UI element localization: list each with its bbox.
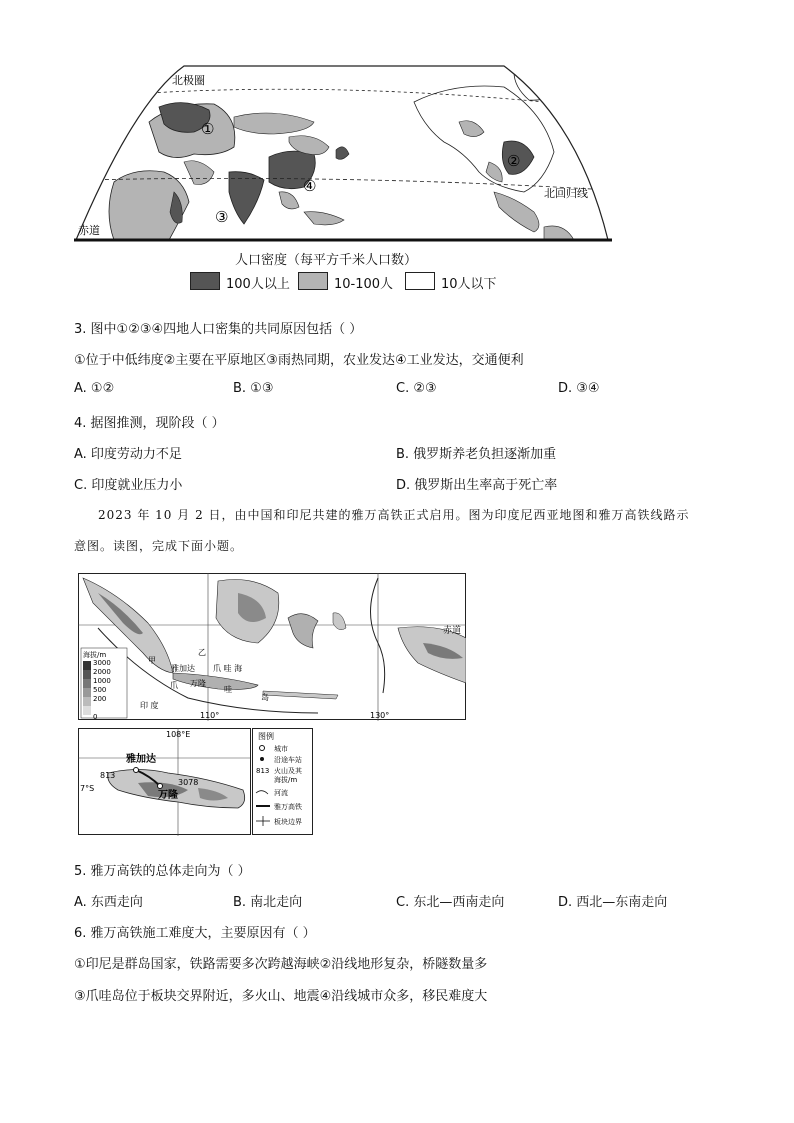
inset-legend-813: 813 (256, 767, 270, 775)
equator-label: 赤道 (78, 224, 100, 237)
legend-swatch-high (190, 272, 220, 290)
q5-option-d[interactable]: D. 西北—东南走向 (558, 895, 668, 910)
inset-legend-plate: 板块边界 (274, 818, 302, 826)
marker-4: ④ (303, 177, 317, 195)
label-java2: 哇 (224, 685, 232, 694)
q3-stem: 3. 图中①②③④四地人口密集的共同原因包括（ ） (74, 322, 363, 337)
marker-2: ② (507, 152, 521, 170)
q3-statements: ①位于中低纬度②主要在平原地区③雨热同期，农业发达④工业发达，交通便利 (74, 353, 524, 368)
q4-option-c[interactable]: C. 印度就业压力小 (74, 478, 183, 493)
q4-option-b[interactable]: B. 俄罗斯养老负担逐渐加重 (396, 447, 557, 462)
inset-legend-rail: 雅万高铁 (274, 803, 302, 811)
lon-130-label: 130° (370, 711, 390, 720)
arctic-circle-label: 北极圈 (172, 74, 205, 87)
label-java: 爪 (170, 681, 178, 690)
inset-lat: 7°S (80, 784, 95, 793)
elev-2000: 2000 (93, 668, 111, 676)
q6-line-2: ③爪哇岛位于板块交界附近，多火山、地震④沿线城市众多，移民难度大 (74, 989, 488, 1004)
inset-legend-title: 图例 (258, 732, 274, 741)
q6-stem: 6. 雅万高铁施工难度大，主要原因有（ ） (74, 926, 316, 941)
label-indian-ocean: 印 度 (140, 701, 159, 710)
inset-peak-1: 813 (100, 771, 116, 780)
q4-option-a[interactable]: A. 印度劳动力不足 (74, 447, 182, 462)
label-jakarta: 雅加达 (171, 664, 195, 673)
q3-option-a[interactable]: A. ①② (74, 381, 115, 396)
legend-label-high: 100人以上 (226, 277, 290, 292)
legend-label-low: 10人以下 (441, 277, 497, 292)
q6-line-1: ①印尼是群岛国家，铁路需要多次跨越海峡②沿线地形复杂，桥隧数量多 (74, 957, 488, 972)
legend-swatch-mid (298, 272, 328, 290)
inset-peak-2: 3078 (178, 778, 199, 787)
tropic-label: 北回归线 (544, 187, 588, 200)
label-java-sea: 爪 哇 海 (213, 664, 243, 673)
q5-stem: 5. 雅万高铁的总体走向为（ ） (74, 864, 251, 879)
world-population-map (74, 62, 612, 244)
marker-1: ① (201, 120, 215, 138)
marker-3: ③ (215, 208, 229, 226)
elev-200: 200 (93, 695, 107, 703)
elev-0: 0 (93, 713, 98, 721)
q5-option-b[interactable]: B. 南北走向 (233, 895, 303, 910)
inset-bandung: 万隆 (158, 790, 178, 801)
label-yi: 乙 (198, 648, 206, 657)
inset-map (78, 728, 314, 836)
inset-legend-river: 河流 (274, 789, 288, 797)
inset-legend-station: 沿途车站 (274, 756, 302, 764)
equator-label-indo: 赤道 (443, 626, 462, 636)
elev-1000: 1000 (93, 677, 111, 685)
inset-jakarta: 雅加达 (126, 754, 156, 765)
legend-title: 人口密度（每平方千米人口数） (235, 253, 418, 268)
indonesia-map (78, 573, 466, 721)
elev-500: 500 (93, 686, 107, 694)
label-island: 岛 (261, 693, 269, 702)
lon-110-label: 110° (200, 711, 220, 720)
q3-option-b[interactable]: B. ①③ (233, 381, 274, 396)
intro-line-1: 2023 年 10 月 2 日，由中国和印尼共建的雅万高铁正式启用。图为印度尼西亚地图和雅万高铁线路示 (98, 508, 690, 522)
inset-legend-city: 城市 (274, 745, 288, 753)
q3-option-c[interactable]: C. ②③ (396, 381, 437, 396)
q5-option-a[interactable]: A. 东西走向 (74, 895, 143, 910)
elev-title: 海拔/m (83, 651, 107, 659)
intro-line-2: 意图。读图，完成下面小题。 (74, 539, 244, 553)
q4-option-d[interactable]: D. 俄罗斯出生率高于死亡率 (396, 478, 558, 493)
label-jia: 甲 (148, 656, 156, 665)
inset-lon: 108°E (166, 730, 191, 739)
elev-3000: 3000 (93, 659, 111, 667)
q4-stem: 4. 据图推测，现阶段（ ） (74, 416, 225, 431)
inset-legend-elev: 海拔/m (274, 776, 298, 784)
q5-option-c[interactable]: C. 东北—西南走向 (396, 895, 505, 910)
inset-legend-volcano: 火山及其 (274, 767, 302, 775)
label-bandung: 万隆 (190, 679, 206, 688)
q3-option-d[interactable]: D. ③④ (558, 381, 600, 396)
legend-swatch-low (405, 272, 435, 290)
legend-label-mid: 10-100人 (334, 277, 394, 292)
